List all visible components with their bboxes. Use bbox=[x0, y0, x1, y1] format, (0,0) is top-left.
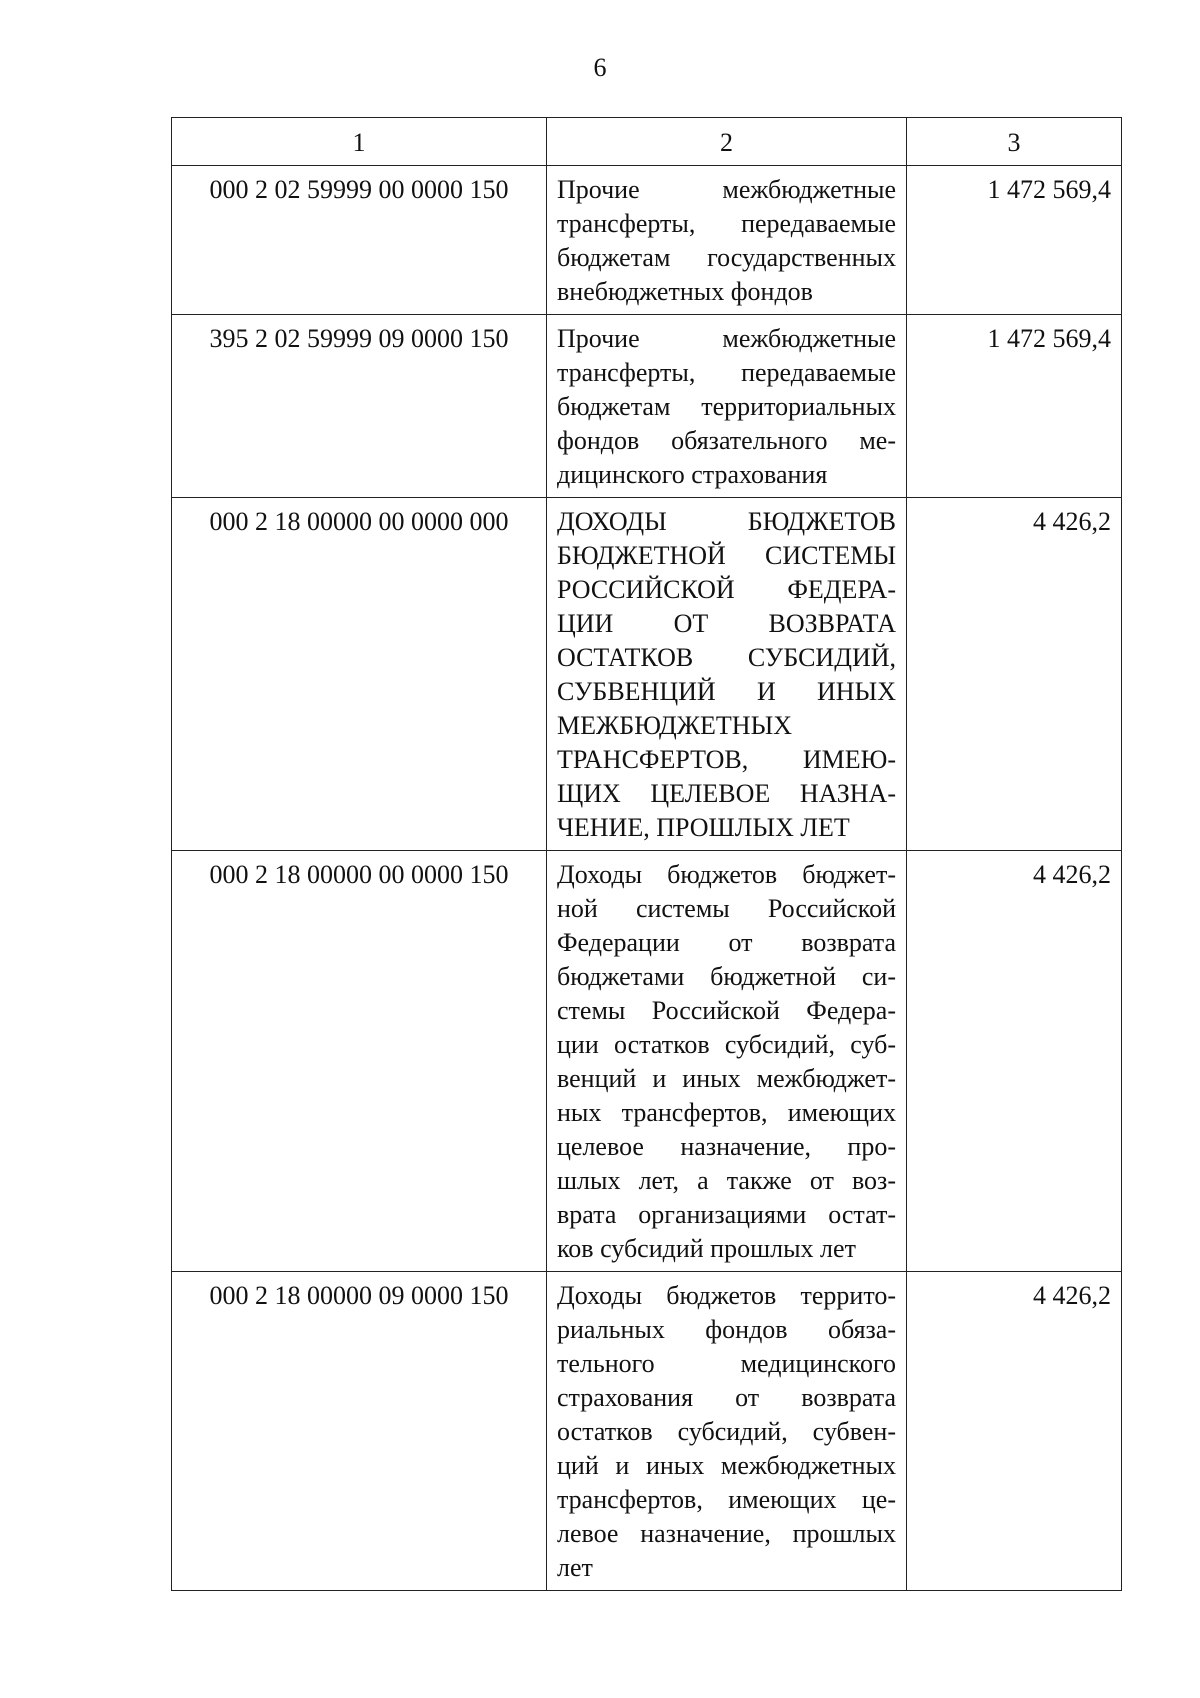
description-line: левое назначение, прошлых bbox=[557, 1519, 896, 1548]
description-line: фондов обязательного ме- bbox=[557, 426, 896, 455]
description-line: ТРАНСФЕРТОВ, ИМЕЮ- bbox=[557, 745, 896, 774]
table-body bbox=[172, 166, 1122, 1591]
page-number: 6 bbox=[593, 53, 607, 82]
description-line: Прочие межбюджетные bbox=[557, 175, 896, 204]
budget-code-cell: 000 2 18 00000 00 0000 000 bbox=[172, 498, 547, 851]
description-line: Доходы бюджетов террито- bbox=[557, 1281, 896, 1310]
description-line: ЦИИ ОТ ВОЗВРАТА bbox=[557, 609, 896, 638]
description-line: венций и иных межбюджет- bbox=[557, 1064, 896, 1093]
amount-cell: 4 426,2 bbox=[907, 851, 1122, 1272]
table-row bbox=[172, 1272, 1122, 1591]
table-row bbox=[172, 851, 1122, 1272]
description-line: РОССИЙСКОЙ ФЕДЕРА- bbox=[557, 575, 896, 604]
description-line: остатков субсидий, субвен- bbox=[557, 1417, 896, 1446]
budget-code-cell: 000 2 18 00000 00 0000 150 bbox=[172, 851, 547, 1272]
description-line: целевое назначение, про- bbox=[557, 1132, 896, 1161]
description-line: ных трансфертов, имеющих bbox=[557, 1098, 896, 1127]
description-line: врата организациями остат- bbox=[557, 1200, 896, 1229]
header-row bbox=[172, 118, 1122, 166]
description-line: МЕЖБЮДЖЕТНЫХ bbox=[557, 711, 793, 740]
budget-code-cell: 000 2 18 00000 09 0000 150 bbox=[172, 1272, 547, 1591]
description-line: ОСТАТКОВ СУБСИДИЙ, bbox=[557, 643, 896, 672]
description-line: риальных фондов обяза- bbox=[557, 1315, 896, 1344]
description-line: лет bbox=[557, 1553, 593, 1582]
description-line: ций и иных межбюджетных bbox=[557, 1451, 896, 1480]
description-line: бюджетам государственных bbox=[557, 243, 896, 272]
description-line: ЧЕНИЕ, ПРОШЛЫХ ЛЕТ bbox=[557, 813, 850, 842]
amount-cell: 4 426,2 bbox=[907, 498, 1122, 851]
description-line: Прочие межбюджетные bbox=[557, 324, 896, 353]
description-line: Доходы бюджетов бюджет- bbox=[557, 860, 896, 889]
description-line: ДОХОДЫ БЮДЖЕТОВ bbox=[557, 507, 896, 536]
table-row bbox=[172, 315, 1122, 498]
budget-code-cell: 000 2 02 59999 00 0000 150 bbox=[172, 166, 547, 315]
table-row bbox=[172, 166, 1122, 315]
budget-code-cell: 395 2 02 59999 09 0000 150 bbox=[172, 315, 547, 498]
description-line: ков субсидий прошлых лет bbox=[557, 1234, 856, 1263]
description-line: ной системы Российской bbox=[557, 894, 896, 923]
description-line: БЮДЖЕТНОЙ СИСТЕМЫ bbox=[557, 541, 896, 570]
amount-cell: 1 472 569,4 bbox=[907, 166, 1122, 315]
description-line: стемы Российской Федера- bbox=[557, 996, 896, 1025]
amount-cell: 1 472 569,4 bbox=[907, 315, 1122, 498]
description-line: тельного медицинского bbox=[557, 1349, 896, 1378]
description-line: шлых лет, а также от воз- bbox=[557, 1166, 896, 1195]
description-line: дицинского страхования bbox=[557, 460, 828, 489]
column-header-code: 1 bbox=[172, 118, 547, 166]
description-line: ЩИХ ЦЕЛЕВОЕ НАЗНА- bbox=[557, 779, 896, 808]
description-line: внебюджетных фондов bbox=[557, 277, 813, 306]
description-line: трансферты, передаваемые bbox=[557, 209, 896, 238]
description-line: трансферты, передаваемые bbox=[557, 358, 896, 387]
description-line: трансфертов, имеющих це- bbox=[557, 1485, 896, 1514]
description-line: страхования от возврата bbox=[557, 1383, 896, 1412]
description-line: СУБВЕНЦИЙ И ИНЫХ bbox=[557, 677, 896, 706]
amount-cell: 4 426,2 bbox=[907, 1272, 1122, 1591]
description-line: ции остатков субсидий, суб- bbox=[557, 1030, 896, 1059]
description-cell bbox=[547, 1272, 907, 1591]
description-cell bbox=[547, 315, 907, 498]
description-line: Федерации от возврата bbox=[557, 928, 896, 957]
table-row bbox=[172, 498, 1122, 851]
description-cell bbox=[547, 498, 907, 851]
budget-table bbox=[171, 117, 1122, 1591]
description-line: бюджетами бюджетной си- bbox=[557, 962, 896, 991]
description-cell bbox=[547, 851, 907, 1272]
column-header-amount: 3 bbox=[907, 118, 1122, 166]
description-line: бюджетам территориальных bbox=[557, 392, 896, 421]
column-header-description: 2 bbox=[547, 118, 907, 166]
table-header bbox=[172, 118, 1122, 166]
description-cell bbox=[547, 166, 907, 315]
